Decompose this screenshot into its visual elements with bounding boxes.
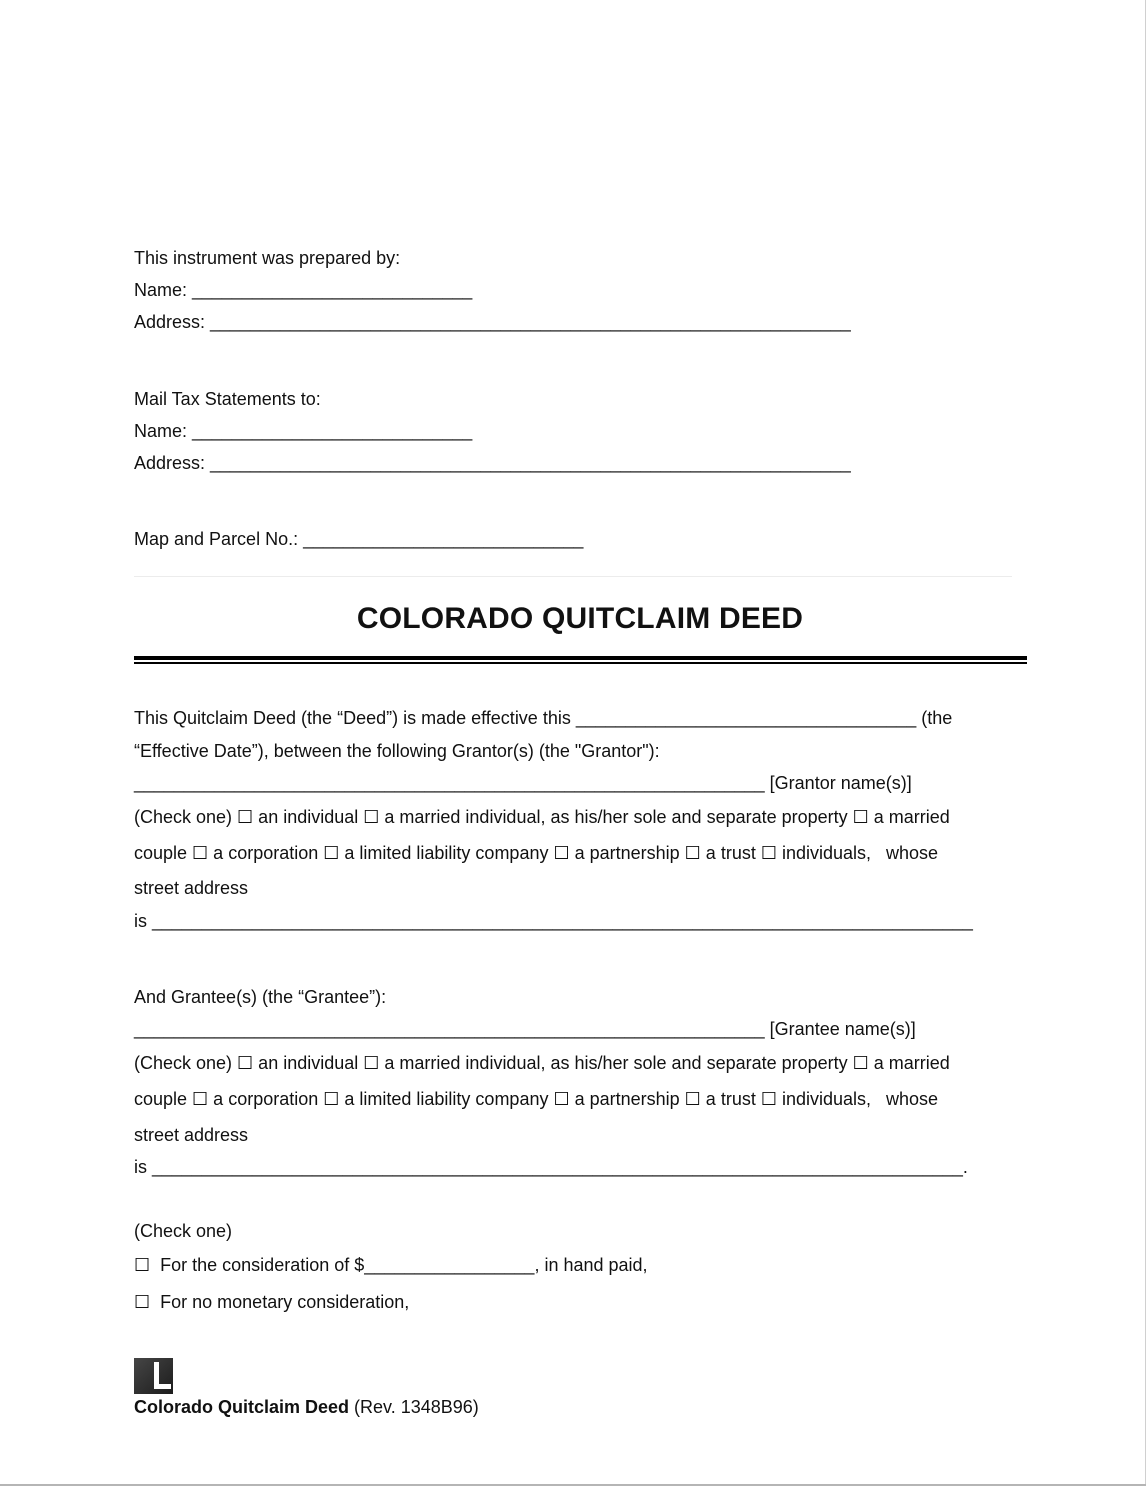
grantee-name-field: _______________________________________________________________ [Grantee name(s)] — [134, 1019, 916, 1039]
mail-tax-heading: Mail Tax Statements to: — [134, 389, 321, 409]
grantor-street-label: street address — [134, 878, 249, 898]
title-rule — [134, 656, 1027, 660]
consideration-option-none: ☐ For no monetary consideration, — [134, 1292, 410, 1312]
mail-tax-name-field: Name: ____________________________ — [134, 421, 473, 441]
grantor-type-checkboxes-cont: couple ☐ a corporation ☐ a limited liability company ☐ a partnership ☐ a trust ☐ individuals, whose — [134, 843, 939, 863]
footer-caption — [134, 1396, 479, 1418]
footer-revision: (Rev. 1348B96) — [349, 1397, 479, 1417]
section-divider — [134, 576, 1012, 577]
prepared-by-heading: This instrument was prepared by: — [134, 248, 401, 268]
footer-document-name: Colorado Quitclaim Deed — [134, 1397, 350, 1417]
grantee-type-checkboxes: (Check one) ☐ an individual ☐ a married individual, as his/her sole and separate property ☐ a married — [134, 1053, 950, 1073]
map-parcel-field: Map and Parcel No.: ____________________________ — [134, 529, 584, 549]
prepared-by-address-field: Address: ________________________________________________________________ — [134, 312, 851, 332]
mail-tax-address-field: Address: ________________________________________________________________ — [134, 453, 851, 473]
consideration-heading: (Check one) — [134, 1221, 233, 1241]
grantor-line-2: “Effective Date”), between the following Grantor(s) (the "Grantor"): — [134, 741, 660, 761]
grantee-street-label: street address — [134, 1125, 249, 1145]
consideration-option-paid: ☐ For the consideration of $_________________, in hand paid, — [134, 1255, 648, 1275]
page-title: COLORADO QUITCLAIM DEED — [356, 602, 804, 635]
grantee-heading: And Grantee(s) (the “Grantee”): — [134, 987, 387, 1007]
grantee-type-checkboxes-cont: couple ☐ a corporation ☐ a limited liability company ☐ a partnership ☐ a trust ☐ individuals, whose — [134, 1089, 939, 1109]
grantor-address-field: is __________________________________________________________________________________ — [134, 911, 973, 931]
grantor-type-checkboxes: (Check one) ☐ an individual ☐ a married individual, as his/her sole and separate property ☐ a married — [134, 807, 950, 827]
brand-logo-icon — [134, 1358, 173, 1394]
grantor-name-field: _______________________________________________________________ [Grantor name(s)] — [134, 773, 912, 793]
grantor-line-1: This Quitclaim Deed (the “Deed”) is made effective this __________________________________ (the — [134, 708, 953, 728]
prepared-by-name-field: Name: ____________________________ — [134, 280, 473, 300]
grantee-address-field: is _________________________________________________________________________________. — [134, 1157, 968, 1177]
title-rule-secondary — [134, 662, 1027, 664]
